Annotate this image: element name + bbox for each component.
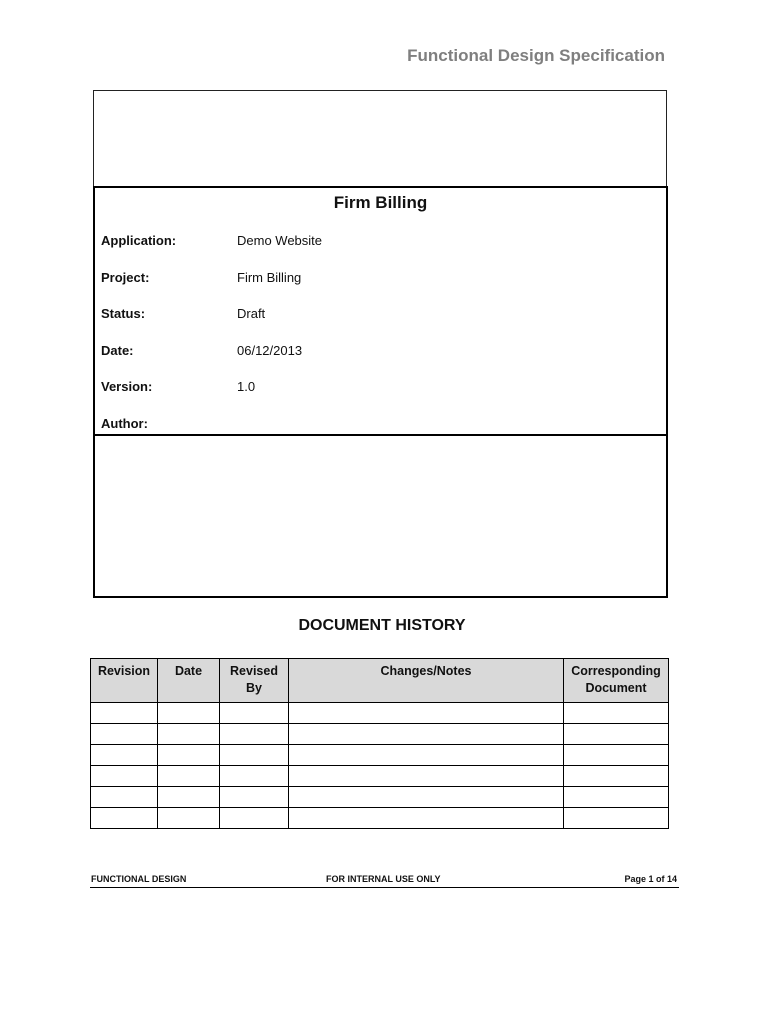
table-cell xyxy=(91,787,158,808)
document-history-table xyxy=(90,658,669,829)
footer-left-text: FUNCTIONAL DESIGN xyxy=(91,874,187,884)
field-label: Application: xyxy=(101,233,177,248)
table-cell xyxy=(564,787,669,808)
table-row xyxy=(91,745,669,766)
table-cell xyxy=(289,703,564,724)
table-cell xyxy=(91,745,158,766)
table-row xyxy=(91,808,669,829)
table-cell xyxy=(91,808,158,829)
table-row xyxy=(91,787,669,808)
table-cell xyxy=(564,766,669,787)
table-cell xyxy=(91,703,158,724)
table-cell xyxy=(158,724,220,745)
cover-top-box xyxy=(93,90,667,186)
table-cell xyxy=(158,787,220,808)
table-cell xyxy=(220,808,289,829)
field-value: Firm Billing xyxy=(237,270,302,285)
footer-page-number: Page 1 of 14 xyxy=(624,874,677,884)
table-cell xyxy=(289,787,564,808)
column-header-revised-by: Revised By xyxy=(220,659,289,703)
footer-center-text: FOR INTERNAL USE ONLY xyxy=(326,874,441,884)
field-label: Status: xyxy=(101,306,146,321)
column-header-corresponding-document: Corresponding Document xyxy=(564,659,669,703)
table-cell xyxy=(289,808,564,829)
cover-info-box xyxy=(93,186,668,436)
table-cell xyxy=(220,745,289,766)
table-cell xyxy=(564,808,669,829)
column-header-date: Date xyxy=(158,659,220,703)
table-cell xyxy=(289,745,564,766)
table-cell xyxy=(289,724,564,745)
field-value: 06/12/2013 xyxy=(237,343,303,358)
table-cell xyxy=(564,703,669,724)
field-value: 1.0 xyxy=(237,379,256,394)
field-label: Project: xyxy=(101,270,150,285)
table-cell xyxy=(220,703,289,724)
column-header-revision: Revision xyxy=(91,659,158,703)
table-cell xyxy=(220,766,289,787)
table-row xyxy=(91,766,669,787)
table-header-row xyxy=(91,659,669,703)
table-cell xyxy=(158,703,220,724)
cover-title: Firm Billing xyxy=(333,193,428,212)
field-label: Author: xyxy=(101,416,148,431)
field-label: Version: xyxy=(101,379,153,394)
table-cell xyxy=(564,745,669,766)
cover-bottom-box xyxy=(93,434,668,598)
field-value: Demo Website xyxy=(237,233,323,248)
document-type-title: Functional Design Specification xyxy=(407,46,665,65)
column-header-changes-notes: Changes/Notes xyxy=(289,659,564,703)
table-cell xyxy=(91,724,158,745)
page-footer xyxy=(90,874,679,888)
table-cell xyxy=(158,808,220,829)
document-history-heading: DOCUMENT HISTORY xyxy=(298,617,466,634)
table-cell xyxy=(158,745,220,766)
field-label: Date: xyxy=(101,343,134,358)
table-cell xyxy=(564,724,669,745)
table-cell xyxy=(220,724,289,745)
table-cell xyxy=(289,766,564,787)
field-value: Draft xyxy=(237,306,266,321)
table-cell xyxy=(220,787,289,808)
table-cell xyxy=(91,766,158,787)
table-cell xyxy=(158,766,220,787)
table-row xyxy=(91,703,669,724)
table-row xyxy=(91,724,669,745)
